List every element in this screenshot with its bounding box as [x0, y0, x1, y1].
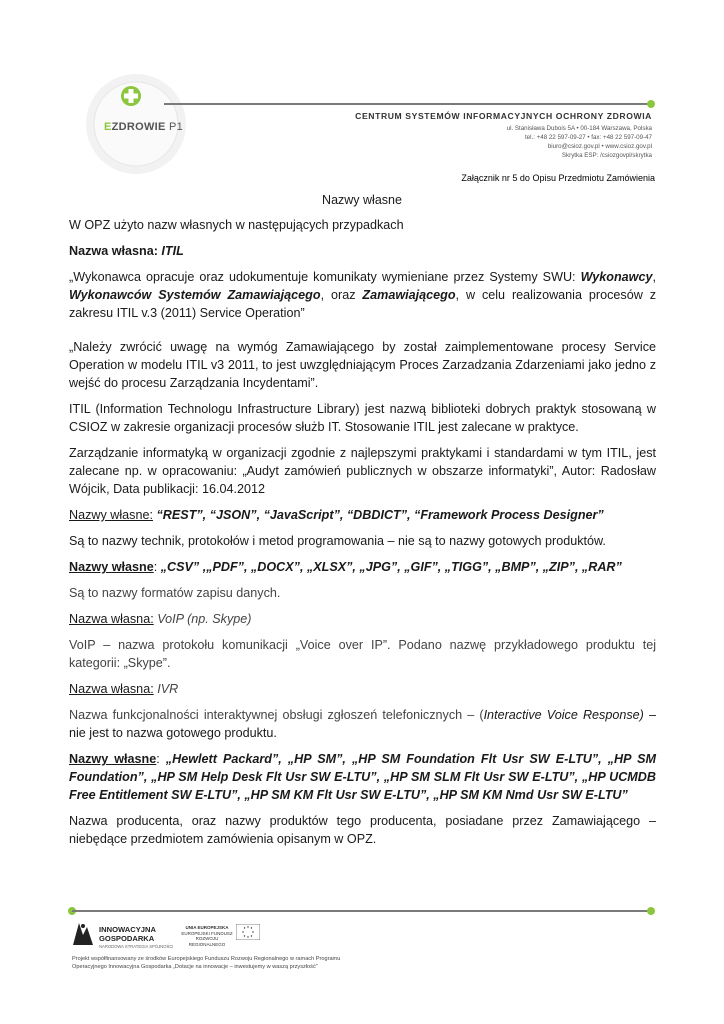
tech-description: Są to nazwy technik, protokołów i metod programowania – nie są to nazwy gotowych produktów. [69, 534, 606, 548]
logo-e: E [104, 121, 112, 133]
voip-label: Nazwa własna: [69, 612, 154, 626]
hp-names: „Hewlett Packard”, „HP SM”, „HP SM Foundation Flt Usr SW E-LTU”, „HP SM Foundation”, „HP SM Help Desk Flt Usr SW E-LTU”, „HP SM SLM Flt Usr SW E-LTU”, „HP UCMDB Free Entitlement SW E-LTU”, „HP SM KM Flt Usr SW E-LTU”, „HP SM KM Nmd Usr SW E-LTU” [69, 752, 657, 802]
ivr-desc-a: Nazwa funkcjonalności interaktywnej obsługi zgłoszeń telefonicznych – ( [69, 708, 484, 722]
formats-heading [69, 558, 656, 576]
formats-description: Są to nazwy formatów zapisu danych. [69, 586, 281, 600]
formats-names: „CSV” ,„PDF”, „DOCX”, „XLSX”, „JPG”, „GIF”, „TIGG”, „BMP”, „ZIP”, „RAR” [160, 560, 622, 574]
eu-flag-icon [236, 924, 260, 940]
footer-note [72, 955, 492, 971]
ig-wordmark [99, 925, 156, 943]
phone-line: tel.: +48 22 597-09-27 • fax: +48 22 597-09-47 [524, 134, 652, 141]
ivr-label: Nazwa własna: [69, 682, 154, 696]
tech-label: Nazwy własne: [69, 508, 153, 522]
itil-description: ITIL (Information Technologu Infrastructure Library) jest nazwą biblioteki dobrych praktyk stosowaną w CSIOZ w zakresie organizacji procesów służb IT. Stosowanie ITIL jest zalecane w praktyce. [69, 402, 656, 434]
q1-oraz: , oraz [320, 288, 363, 302]
q1-text: „Wykonawca opracuje oraz udokumentuje komunikaty wymieniane przez Systemy SWU: [69, 270, 581, 284]
footer-dot-right [647, 907, 655, 915]
ig-line2: GOSPODARKA [99, 934, 155, 943]
footer-note-line2: Operacyjnego Innowacyjna Gospodarka „Dotacje na innowacje – inwestujemy w waszą przyszłość” [72, 964, 318, 970]
eu-label [178, 925, 236, 947]
formats-label: Nazwy własne [69, 560, 154, 574]
ig-line1: INNOWACYJNA [99, 925, 156, 934]
quote-1 [69, 268, 656, 322]
logo-zdrowie: ZDROWIE [111, 121, 166, 133]
address-line: ul. Stanisława Dubois 5A • 00-184 Warszawa, Polska [506, 125, 652, 132]
logo-p1: P1 [169, 121, 184, 133]
org-name: CENTRUM SYSTEMÓW INFORMACYJNYCH OCHRONY ZDROWIA [355, 111, 652, 121]
itil-management: Zarządzanie informatyką w organizacji zgodnie z najlepszymi praktykami i standardami w tym ITIL, jest zalecane np. w opracowaniu: „Audyt zamówień publicznych w obszarze informatyki”, Autor: Radosław Wójcik, Data publikacji: 16.04.2012 [69, 446, 656, 496]
voip-name: VoIP (np. Skype) [153, 612, 252, 626]
hp-paragraph [69, 750, 656, 804]
footer-note-line1: Projekt współfinansowany ze środków Europejskiego Funduszu Rozwoju Regionalnego w ramach Programu [72, 956, 341, 962]
itil-label: Nazwa własna: [69, 244, 162, 258]
ivr-desc-b: Interactive Voice Response) [483, 708, 644, 722]
hp-label: Nazwy własne [69, 752, 157, 766]
annex-label: Załącznik nr 5 do Opisu Przedmiotu Zamówienia [461, 173, 655, 183]
q1-wsz: Wykonawców Systemów Zamawiającego [69, 288, 321, 302]
tech-heading [69, 506, 656, 524]
itil-heading [69, 242, 656, 260]
voip-description: VoIP – nazwa protokołu komunikacji „Voice over IP”. Podano nazwę przykładowego produktu tej kategorii: „Skype”. [69, 638, 656, 670]
voip-heading [69, 610, 656, 628]
header-divider [164, 103, 650, 105]
q1-sep: , [652, 270, 656, 284]
eu-line1: UNIA EUROPEJSKA [185, 925, 229, 930]
header-dot [647, 100, 655, 108]
ivr-heading [69, 680, 656, 698]
itil-name: ITIL [161, 244, 184, 258]
tech-names: “REST”, “JSON”, “JavaScript”, “DBDICT”, “Framework Process Designer” [153, 508, 604, 522]
formats-colon: : [153, 560, 161, 574]
document-body [69, 216, 656, 856]
quote-2: „Należy zwrócić uwagę na wymóg Zamawiającego by został zaimplementowane procesy Service Operation w modelu ITIL v3 2011, to jest uwzględniającym Proces Zarzadzania Zdarzeniami jako jedno z wejść do procesu Zarządzania Incydentami”. [69, 340, 656, 390]
q1-zamawiajacego: Zamawiającego [362, 288, 456, 302]
page-title: Nazwy własne [322, 193, 402, 207]
eu-line3: ROZWOJU REGIONALNEGO [188, 936, 226, 947]
web-line: biuro@csioz.gov.pl • www.csioz.gov.pl [547, 143, 652, 150]
hp-colon: : [156, 752, 166, 766]
ivr-desc-c: – nie jest to nazwa gotowego produktu. [69, 708, 656, 740]
innowacyjna-gospodarka-logo [71, 921, 95, 947]
eu-line2: EUROPEJSKI FUNDUSZ [181, 930, 233, 936]
footer-divider [72, 910, 651, 912]
org-address [507, 124, 652, 160]
q1-end: , w celu realizowania procesów z zakresu ITIL v.3 (2011) Service Operation” [69, 288, 657, 320]
ig-subtitle: NARODOWA STRATEGIA SPÓJNOŚCI [99, 944, 174, 949]
final-paragraph: Nazwa producenta, oraz nazwy produktów tego producenta, posiadane przez Zamawiającego – niebędące przedmiotem zamówienia opisanym w OPZ. [69, 814, 656, 846]
q1-wykonawcy: Wykonawcy [580, 270, 653, 284]
ivr-name: IVR [153, 682, 179, 696]
ivr-description [69, 706, 656, 742]
esp-line: Skrytka ESP: /csiozgovpl/skrytka [561, 152, 652, 159]
logo-wordmark [104, 121, 183, 133]
intro-paragraph: W OPZ użyto nazw własnych w następujących przypadkach [69, 218, 404, 232]
